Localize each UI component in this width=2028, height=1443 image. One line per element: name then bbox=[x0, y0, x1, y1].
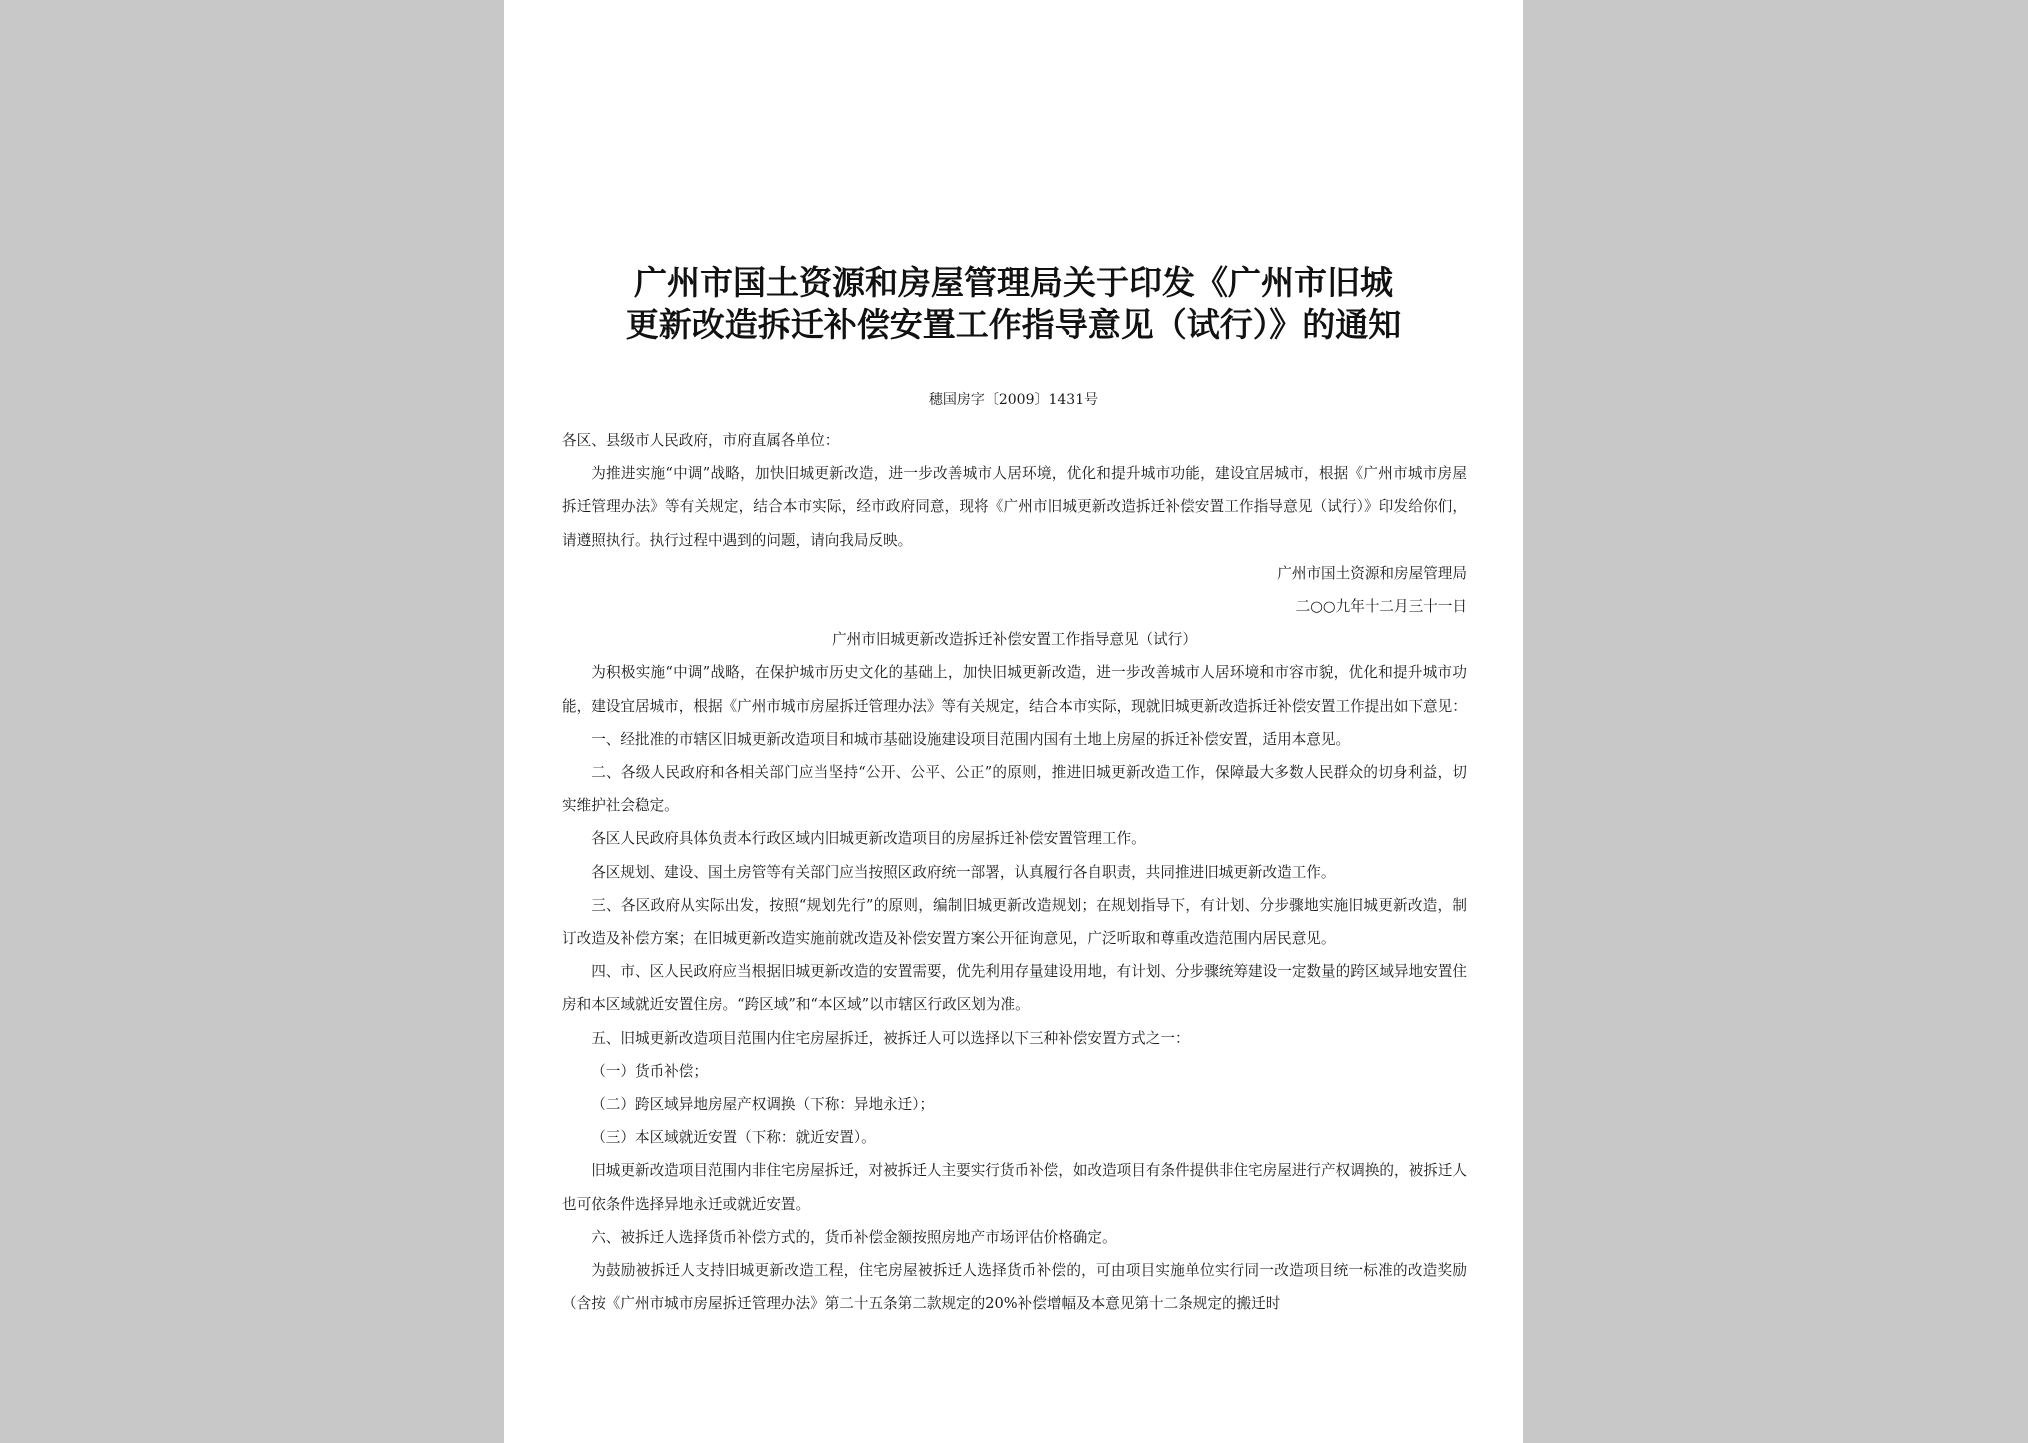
paragraph: 为鼓励被拆迁人支持旧城更新改造工程，住宅房屋被拆迁人选择货币补偿的，可由项目实施单位实行同一改造项目统一标准的改造奖励（含按《广州市城市房屋拆迁管理办法》第二十五条第二款规定的20%补偿增幅及本意见第十二条规定的搬迁时 bbox=[562, 1262, 1467, 1313]
paragraph: 三、各区政府从实际出发，按照“规划先行”的原则，编制旧城更新改造规划；在规划指导下，有计划、分步骤地实施旧城更新改造，制订改造及补偿方案；在旧城更新改造实施前就改造及补偿安置方案公开征询意见，广泛听取和尊重改造范围内居民意见。 bbox=[562, 896, 1467, 948]
paragraph: 各区规划、建设、国土房管等有关部门应当按照区政府统一部署，认真履行各自职责，共同推进旧城更新改造工作。 bbox=[591, 863, 1336, 881]
signature-org: 广州市国土资源和房屋管理局 bbox=[1277, 564, 1467, 582]
signature-date: 二○○九年十二月三十一日 bbox=[1295, 598, 1467, 616]
paragraph: 一、经批准的市辖区旧城更新改造项目和城市基础设施建设项目范围内国有土地上房屋的拆迁补偿安置，适用本意见。 bbox=[591, 730, 1351, 748]
title-line-2: 更新改造拆迁补偿安置工作指导意见（试行）》的通知 bbox=[625, 305, 1402, 344]
paragraph: 四、市、区人民政府应当根据旧城更新改造的安置需要，优先利用存量建设用地，有计划、分步骤统筹建设一定数量的跨区域异地安置住房和本区域就近安置住房。“跨区域”和“本区域”以市辖区行政区划为准。 bbox=[562, 963, 1467, 1014]
paragraph: 六、被拆迁人选择货币补偿方式的，货币补偿金额按照房地产市场评估价格确定。 bbox=[591, 1228, 1117, 1246]
paragraph: （三）本区域就近安置（下称：就近安置）。 bbox=[591, 1129, 876, 1147]
document-number: 穗国房字〔2009〕1431号 bbox=[928, 392, 1099, 408]
intro-paragraph: 为推进实施“中调”战略，加快旧城更新改造，进一步改善城市人居环境，优化和提升城市功能，建设宜居城市，根据《广州市城市房屋拆迁管理办法》等有关规定，结合本市实际，经市政府同意，现将《广州市旧城更新改造拆迁补偿安置工作指导意见（试行）》印发给你们，请遵照执行。执行过程中遇到的问题，请向我局反映。 bbox=[562, 465, 1467, 549]
paragraph: （二）跨区域异地房屋产权调换（下称：异地永迁）； bbox=[591, 1096, 935, 1114]
paragraph: 为积极实施“中调”战略，在保护城市历史文化的基础上，加快旧城更新改造，进一步改善城市人居环境和市容市貌，优化和提升城市功能，建设宜居城市，根据《广州市城市房屋拆迁管理办法》等有关规定，结合本市实际，现就旧城更新改造拆迁补偿安置工作提出如下意见： bbox=[562, 664, 1467, 715]
paragraph: 五、旧城更新改造项目范围内住宅房屋拆迁，被拆迁人可以选择以下三种补偿安置方式之一： bbox=[591, 1029, 1190, 1047]
salutation: 各区、县级市人民政府，市府直属各单位： bbox=[562, 432, 840, 449]
paragraph: （一）货币补偿； bbox=[591, 1062, 708, 1080]
paragraph: 二、各级人民政府和各相关部门应当坚持“公开、公平、公正”的原则，推进旧城更新改造工作，保障最大多数人民群众的切身利益，切实维护社会稳定。 bbox=[562, 764, 1467, 815]
document-page bbox=[504, 0, 1523, 1443]
document-body bbox=[562, 424, 1467, 1320]
paragraph: 各区人民政府具体负责本行政区域内旧城更新改造项目的房屋拆迁补偿安置管理工作。 bbox=[591, 830, 1146, 848]
attachment-title: 广州市旧城更新改造拆迁补偿安置工作指导意见（试行） bbox=[832, 631, 1197, 649]
paragraph: 旧城更新改造项目范围内非住宅房屋拆迁，对被拆迁人主要实行货币补偿，如改造项目有条件提供非住宅房屋进行产权调换的，被拆迁人也可依条件选择异地永迁或就近安置。 bbox=[562, 1162, 1467, 1213]
document-title bbox=[544, 262, 1483, 346]
title-line-1: 广州市国土资源和房屋管理局关于印发《广州市旧城 bbox=[634, 263, 1393, 302]
